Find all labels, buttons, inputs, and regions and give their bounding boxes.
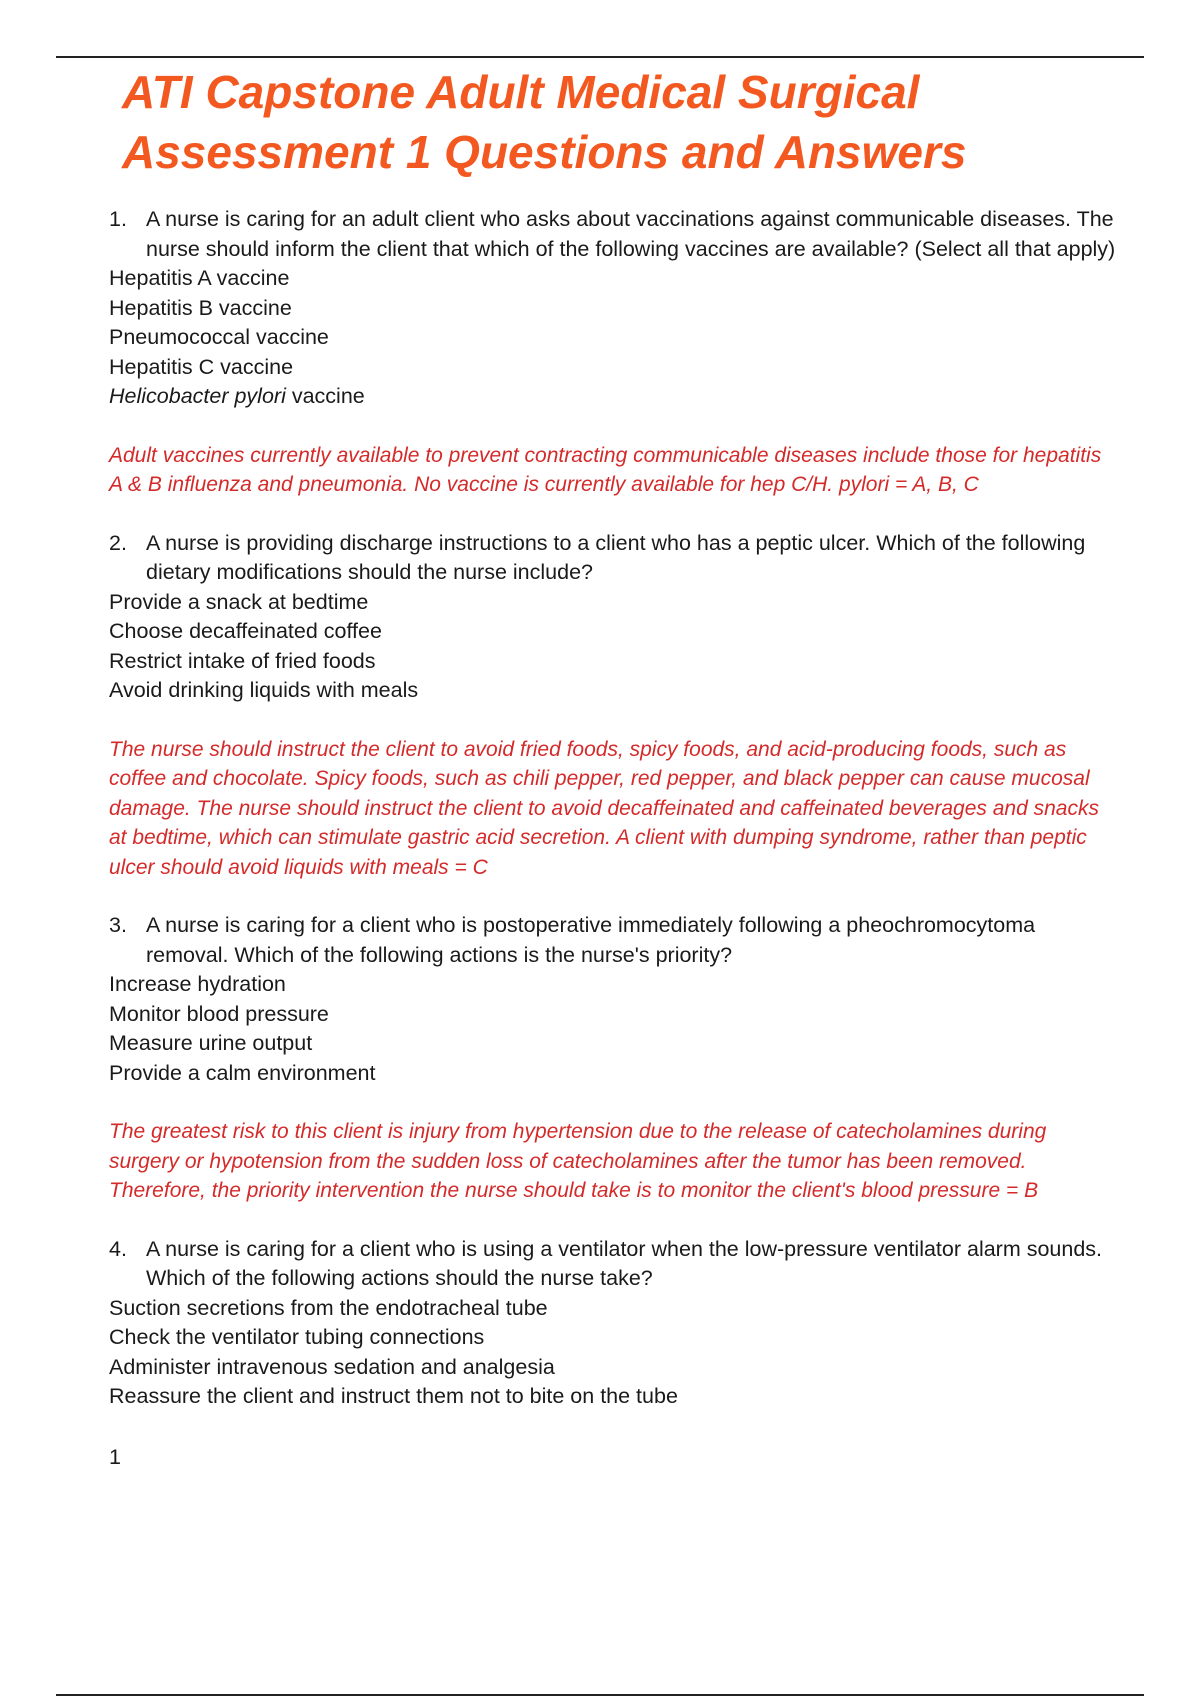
question-text: A nurse is caring for a client who is using a ventilator when the low-pressure ventilator alarm sounds. Which of the following actions should the nurse take? [146,1236,1103,1290]
answer-rationale-1: Adult vaccines currently available to prevent contracting communicable diseases include those for hepatitis A & B influenza and pneumonia. No vaccine is currently available for hep C/H. pylori = A, B, C [109,443,1102,496]
bottom-rule [56,1694,1144,1696]
option: Suction secretions from the endotracheal tube [109,1295,548,1320]
option: Reassure the client and instruct them not to bite on the tube [109,1384,678,1408]
option-italic-part: Helicobacter pylori [109,384,286,408]
answer-rationale-3: The greatest risk to this client is injury from hypertension due to the release of catecholamines during surgery or hypotension from the sudden loss of catecholamines after the tumor has been removed. Therefore, the priority intervention the nurse should take is to monitor the client's blood pressure = B [109,1120,1047,1202]
option: Hepatitis C vaccine [109,354,294,379]
option: Increase hydration [109,972,286,996]
question-text: A nurse is providing discharge instructions to a client who has a peptic ulcer. Which of the following dietary modifications should the nurse include? [146,530,1086,584]
question-number: 2. [109,530,127,555]
answer-rationale-2: The nurse should instruct the client to avoid fried foods, spicy foods, and acid-producing foods, such as coffee and chocolate. Spicy foods, such as chili pepper, red pepper, and black pepper can cause mucosal damage. The nurse should instruct the client to avoid decaffeinated and caffeinated beverages and snacks at bedtime, which can stimulate gastric acid secretion. A client with dumping syndrome, rather than peptic ulcer should avoid liquids with meals = C [109,737,1099,879]
document-title: ATI Capstone Adult Medical Surgical Assessment 1 Questions and Answers [122,66,967,178]
option: Provide a snack at bedtime [109,589,369,614]
option [109,382,1119,412]
option-rest: vaccine [285,384,365,408]
option: Avoid drinking liquids with meals [109,678,419,702]
top-rule [56,56,1144,58]
question-4 [109,1235,1119,1294]
question-number: 3. [109,913,127,937]
option: Administer intravenous sedation and analgesia [109,1354,555,1379]
question-text: A nurse is caring for a client who is postoperative immediately following a pheochromocytoma removal. Which of the following actions is the nurse's priority? [146,913,1036,967]
option: Hepatitis B vaccine [109,295,292,320]
page-number: 1 [109,1444,121,1469]
option: Monitor blood pressure [109,1001,329,1026]
question-text: A nurse is caring for an adult client who asks about vaccinations against communicable diseases. The nurse should inform the client that which of the following vaccines are available? (Select all that apply) [146,207,1116,261]
option: Measure urine output [109,1031,313,1055]
question-3 [109,911,1119,970]
question-number: 1. [109,207,127,231]
option: Hepatitis A vaccine [109,266,290,290]
option: Pneumococcal vaccine [109,325,329,349]
document-body [109,205,1119,1494]
question-2 [109,529,1119,588]
option: Restrict intake of fried foods [109,648,376,673]
option: Provide a calm environment [109,1060,376,1085]
option: Check the ventilator tubing connections [109,1325,485,1349]
question-1 [109,205,1119,264]
question-number: 4. [109,1236,127,1261]
option: Choose decaffeinated coffee [109,619,382,643]
